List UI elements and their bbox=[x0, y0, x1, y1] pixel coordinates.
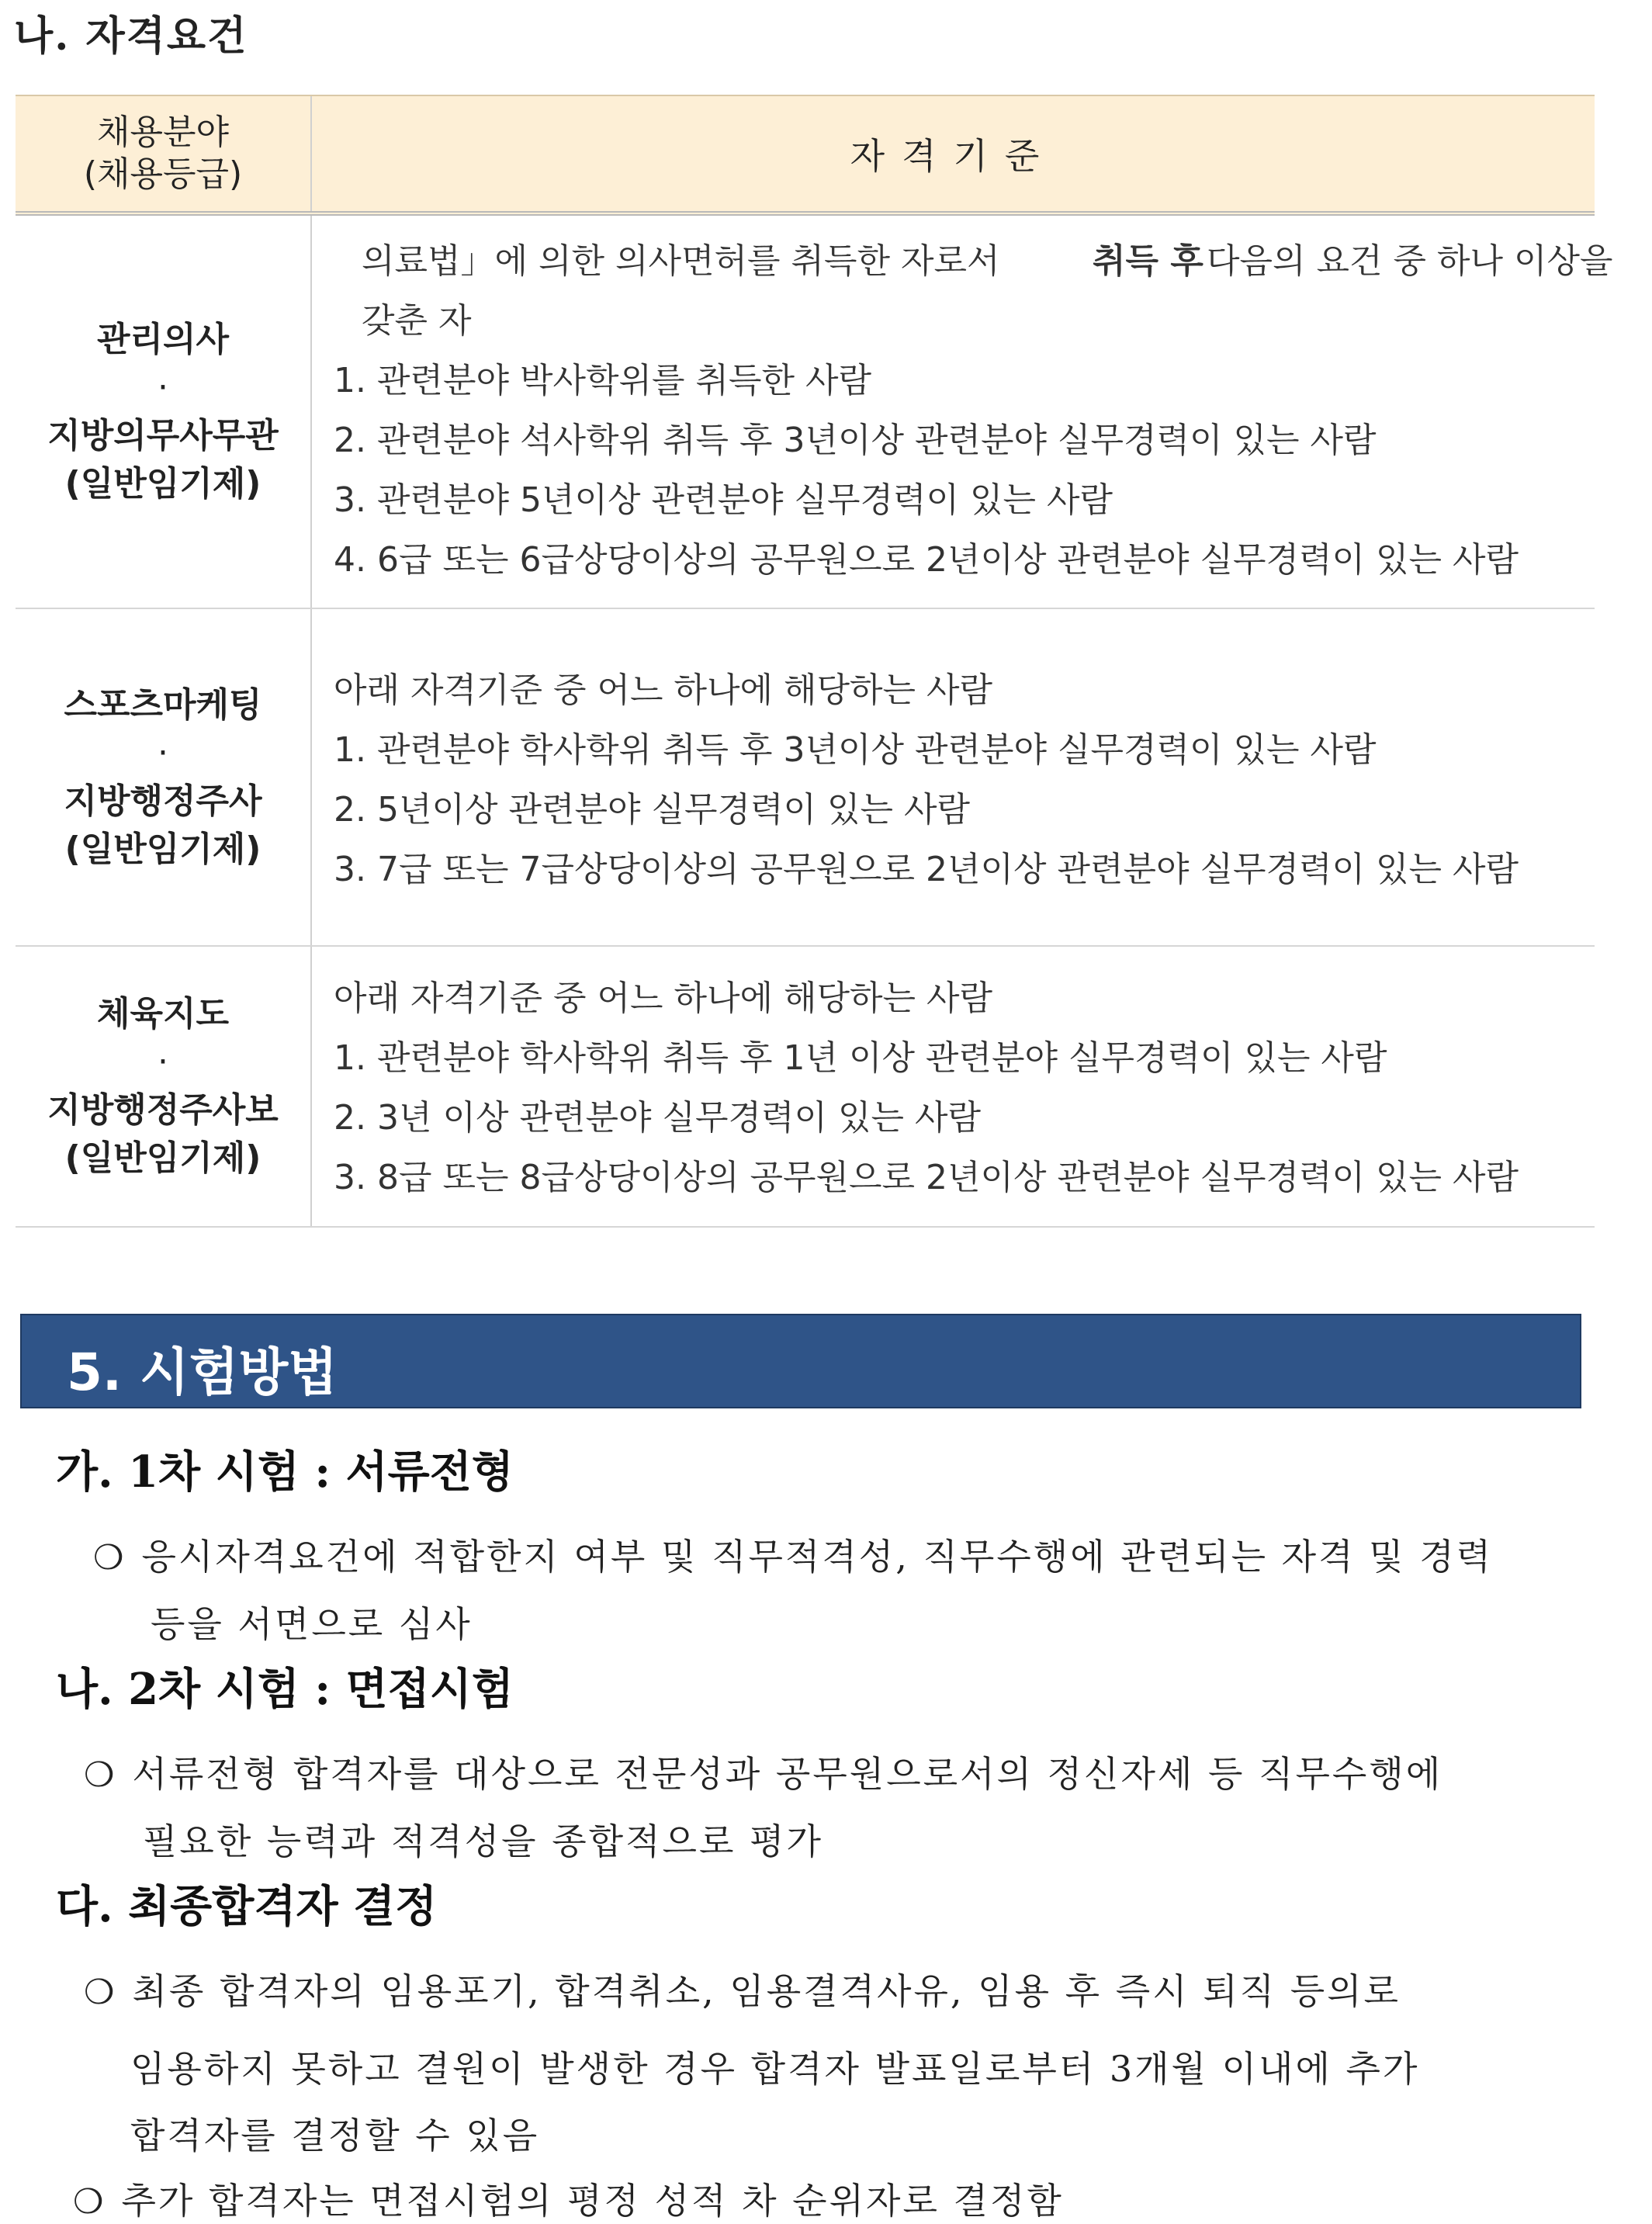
bullet-text: 최종 합격자의 임용포기, 합격취소, 임용결격사유, 임용 후 즉시 퇴직 등의로 bbox=[132, 1970, 1401, 2012]
bullet-continuation: 등을 서면으로 심사 bbox=[151, 1603, 473, 1645]
bullet-icon: ❍ bbox=[84, 1755, 117, 1795]
criteria-item: 3. 관련분야 5년이상 관련분야 실무경력이 있는 사람 bbox=[334, 480, 1113, 520]
table-row bbox=[16, 609, 1595, 947]
subsection-heading: 나. 2차 시험 : 면접시험 bbox=[56, 1664, 514, 1715]
section-title: 나. 자격요건 bbox=[14, 12, 248, 60]
criteria-cell bbox=[312, 609, 1595, 945]
criteria-item: 3. 7급 또는 7급상당이상의 공무원으로 2년이상 관련분야 실무경력이 있는 사람 bbox=[334, 850, 1519, 889]
criteria-item: 2. 3년 이상 관련분야 실무경력이 있는 사람 bbox=[334, 1098, 981, 1138]
field-separator: · bbox=[158, 733, 168, 773]
header-field-cell bbox=[16, 96, 312, 211]
criteria-item: 3. 8급 또는 8급상당이상의 공무원으로 2년이상 관련분야 실무경력이 있는 사람 bbox=[334, 1158, 1519, 1197]
bullet-icon: ❍ bbox=[84, 1973, 117, 2012]
table-row bbox=[16, 216, 1613, 609]
criteria-intro-emphasis: 취득 후 bbox=[1093, 241, 1204, 281]
criteria-item: 1. 관련분야 학사학위 취득 후 3년이상 관련분야 실무경력이 있는 사람 bbox=[334, 730, 1377, 770]
header-field-label: 채용분야 bbox=[96, 113, 229, 152]
bullet-text: 추가 합격자는 면접시험의 평정 성적 차 순위자로 결정함 bbox=[121, 2180, 1064, 2222]
criteria-intro-end: 갖춘 자 bbox=[362, 301, 472, 341]
bullet-icon: ❍ bbox=[73, 2182, 106, 2222]
subsection-heading: 다. 최종합격자 결정 bbox=[56, 1881, 438, 1932]
criteria-cell bbox=[312, 947, 1595, 1226]
field-cell bbox=[16, 216, 312, 608]
table-header bbox=[16, 95, 1595, 216]
criteria-item: 4. 6급 또는 6급상당이상의 공무원으로 2년이상 관련분야 실무경력이 있는 사람 bbox=[334, 540, 1519, 580]
field-type: (일반임기제) bbox=[64, 829, 261, 869]
criteria-cell bbox=[312, 216, 1613, 608]
field-type: (일반임기제) bbox=[64, 463, 261, 504]
bullet-text: 응시자격요건에 적합한지 여부 및 직무적격성, 직무수행에 관련되는 자격 및 경력 bbox=[141, 1536, 1494, 1578]
criteria-intro: 아래 자격기준 중 어느 하나에 해당하는 사람 bbox=[334, 670, 992, 710]
table-row bbox=[16, 947, 1595, 1228]
bullet-line bbox=[84, 1963, 1401, 2014]
field-title: 관리의사 bbox=[96, 319, 229, 359]
bullet-line bbox=[93, 1529, 1493, 1580]
bullet-line bbox=[84, 1746, 1442, 1797]
field-grade: 지방행정주사 bbox=[64, 781, 262, 821]
field-separator: · bbox=[158, 1042, 168, 1082]
section-banner bbox=[20, 1314, 1581, 1408]
field-cell bbox=[16, 609, 312, 945]
criteria-item: 2. 관련분야 석사학위 취득 후 3년이상 관련분야 실무경력이 있는 사람 bbox=[334, 421, 1377, 460]
bullet-continuation: 임용하지 못하고 결원이 발생한 경우 합격자 발표일로부터 3개월 이내에 추가 bbox=[130, 2048, 1420, 2090]
criteria-intro: 아래 자격기준 중 어느 하나에 해당하는 사람 bbox=[334, 979, 992, 1018]
field-separator: · bbox=[158, 367, 168, 407]
qualification-table bbox=[16, 95, 1613, 1228]
bullet-continuation: 합격자를 결정할 수 있음 bbox=[130, 2115, 540, 2156]
field-title: 스포츠마케팅 bbox=[64, 684, 262, 725]
header-criteria-label: 자격기준 bbox=[850, 135, 1057, 177]
bullet-line bbox=[73, 2173, 1064, 2224]
bullet-icon: ❍ bbox=[93, 1538, 126, 1578]
field-grade: 지방행정주사보 bbox=[47, 1090, 279, 1130]
criteria-item: 1. 관련분야 박사학위를 취득한 사람 bbox=[334, 361, 871, 400]
field-grade: 지방의무사무관 bbox=[47, 415, 279, 456]
header-grade-label: (채용등급) bbox=[83, 154, 243, 194]
bullet-continuation: 필요한 능력과 적격성을 종합적으로 평가 bbox=[143, 1820, 823, 1862]
field-cell bbox=[16, 947, 312, 1226]
criteria-intro-cont: 다음의 요건 중 하나 이상을 bbox=[1207, 241, 1613, 281]
criteria-intro: 의료법」에 의한 의사면허를 취득한 자로서 bbox=[362, 241, 1000, 281]
field-title: 체육지도 bbox=[96, 994, 229, 1034]
subsection-heading: 가. 1차 시험 : 서류전형 bbox=[56, 1446, 514, 1498]
bullet-text: 서류전형 합격자를 대상으로 전문성과 공무원으로서의 정신자세 등 직무수행에 bbox=[132, 1753, 1443, 1795]
criteria-item: 1. 관련분야 학사학위 취득 후 1년 이상 관련분야 실무경력이 있는 사람 bbox=[334, 1038, 1387, 1078]
field-type: (일반임기제) bbox=[64, 1138, 261, 1178]
section-banner-title: 5. 시험방법 bbox=[67, 1342, 338, 1402]
criteria-item: 2. 5년이상 관련분야 실무경력이 있는 사람 bbox=[334, 790, 970, 830]
